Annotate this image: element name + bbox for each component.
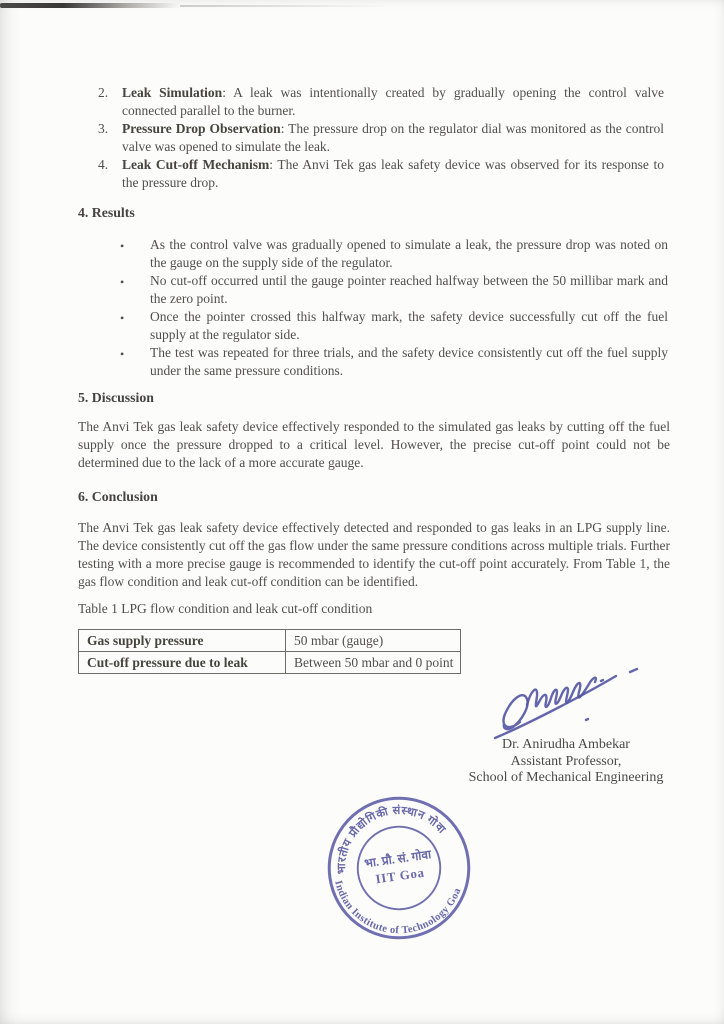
procedure-list	[98, 84, 664, 192]
bullet-text: The test was repeated for three trials, and the safety device consistently cut off the fuel supply under the same pressure conditions.	[150, 345, 668, 378]
list-item	[98, 120, 664, 156]
list-item	[98, 156, 664, 192]
bullet-text: As the control valve was gradually opened to simulate a leak, the pressure drop was noted on the gauge on the supply side of the regulator.	[150, 237, 668, 270]
bullet-text: Once the pointer crossed this halfway mark, the safety device successfully cut off the fuel supply at the regulator side.	[150, 309, 668, 342]
bullet-text: No cut-off occurred until the gauge pointer reached halfway between the 50 millibar mark and the zero point.	[150, 273, 668, 306]
signature	[490, 660, 642, 744]
scan-artifact-streak	[0, 3, 180, 8]
bullet-icon: •	[120, 311, 125, 325]
signatory-department: School of Mechanical Engineering	[468, 770, 664, 785]
table-cell-value: 50 mbar (gauge)	[286, 630, 461, 652]
list-item-title: Pressure Drop Observation	[122, 121, 281, 136]
list-item	[120, 308, 668, 344]
list-number: 4.	[98, 157, 109, 172]
conclusion-heading: 6. Conclusion	[78, 489, 158, 504]
list-item	[120, 236, 668, 272]
list-item-title: Leak Simulation	[122, 85, 223, 100]
table-row	[79, 630, 461, 652]
discussion-heading: 5. Discussion	[78, 390, 154, 405]
bullet-icon: •	[120, 347, 125, 361]
table-cell-label: Cut-off pressure due to leak	[79, 652, 286, 674]
results-heading: 4. Results	[78, 205, 135, 220]
table-cell-label: Gas supply pressure	[79, 630, 286, 652]
conclusion-paragraph: The Anvi Tek gas leak safety device effectively detected and responded to gas leaks in an LPG supply line. The device consistently cut off the gas flow under the same pressure conditions across multiple trials. Further testing with a more precise gauge is recommended to identify the cut-off point accurately. From Table 1, the gas flow condition and leak cut-off condition can be identified.	[78, 520, 670, 589]
signatory-title: Assistant Professor,	[510, 753, 622, 769]
results-table	[78, 629, 461, 674]
list-item	[98, 84, 664, 120]
iit-goa-stamp	[314, 783, 483, 952]
list-item-text: : The Anvi Tek gas leak safety device was observed for its response to the pressure drop.	[122, 157, 664, 190]
scan-artifact-streak-faint	[180, 5, 390, 7]
list-item-text: : A leak was intentionally created by gradually opening the control valve connected parallel to the burner.	[122, 85, 664, 118]
signatory-block	[428, 737, 704, 787]
list-item-title: Leak Cut-off Mechanism	[122, 157, 270, 172]
list-number: 3.	[98, 121, 109, 136]
signatory-name: Dr. Anirudha Ambekar	[502, 737, 630, 752]
bullet-icon: •	[120, 239, 125, 253]
table-row	[79, 652, 461, 674]
table-cell-value: Between 50 mbar and 0 point	[286, 652, 461, 674]
list-item	[120, 344, 668, 380]
list-item-text: : The pressure drop on the regulator dial was monitored as the control valve was opened to simulate the leak.	[122, 121, 665, 154]
stamp-arc-bottom-text: Indian Institute of Technology Goa	[332, 879, 464, 937]
stamp-center-line1: भा. प्रौ. सं. गोवा	[363, 847, 432, 871]
list-item	[120, 272, 668, 308]
table-caption: Table 1 LPG flow condition and leak cut-off condition	[78, 601, 373, 616]
results-bullet-list	[120, 236, 668, 380]
stamp-center-line2: IIT Goa	[374, 865, 426, 887]
bullet-icon: •	[120, 275, 125, 289]
list-number: 2.	[98, 85, 109, 100]
stamp-arc-top-text: भारतीय प्रौद्योगिकी संस्थान गोवा	[335, 804, 448, 875]
discussion-paragraph: The Anvi Tek gas leak safety device effectively responded to the simulated gas leaks by cutting off the fuel supply once the pressure dropped to a critical level. However, the precise cut-off point could not be determined due to the lack of a more accurate gauge.	[78, 419, 670, 470]
